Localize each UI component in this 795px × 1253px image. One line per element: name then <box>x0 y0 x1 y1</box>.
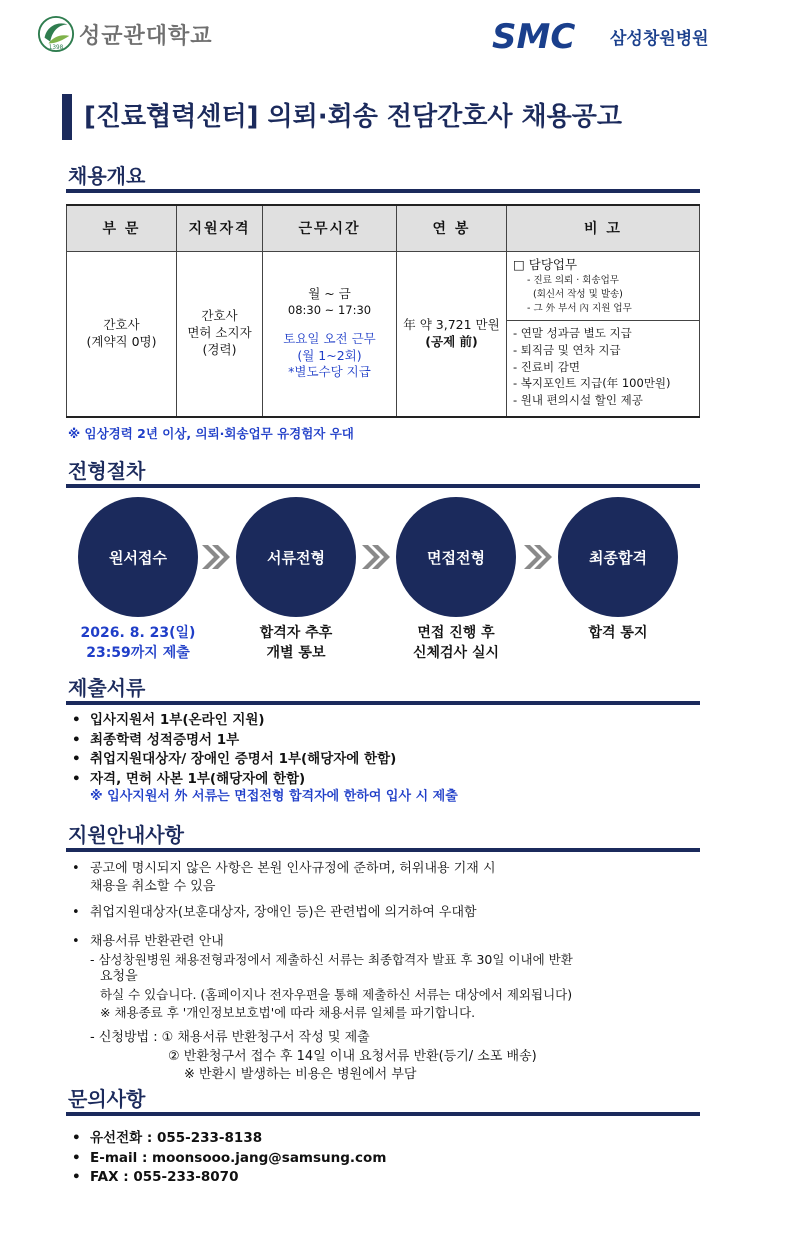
duty-line: - 그 外 부서 內 지원 업무 <box>527 303 632 315</box>
guide-line: • 취업지원대상자(보훈대상자, 장애인 등)은 관련법에 의거하여 우대함 <box>90 905 477 921</box>
process-caption-4 <box>538 624 698 644</box>
contact-fax: • FAX : 055-233-8070 <box>72 1168 386 1188</box>
overview-note: ※ 임상경력 2년 이상, 의뢰·회송업무 유경험자 우대 <box>68 426 354 441</box>
section-divider-documents <box>66 701 700 705</box>
smc-mark-icon <box>490 18 600 54</box>
skku-logo <box>37 12 213 56</box>
cell-hours <box>263 251 397 417</box>
dept-line: (계약직 0명) <box>86 333 157 349</box>
guide-line: 하실 수 있습니다. (홈페이지나 전자우편을 통해 제출하신 서류는 대상에서 제외됩니다) <box>100 987 573 1003</box>
guide-line: 요청을 <box>100 969 138 985</box>
hours-extra-line: 토요일 오전 근무 <box>283 330 376 346</box>
skku-logo-text: 성균관대학교 <box>79 23 213 49</box>
salary-line: 年 약 3,721 만원 <box>403 316 500 332</box>
caption-line: 개별 통보 <box>266 644 326 661</box>
title-accent-bar <box>62 94 72 140</box>
guide-line: ※ 채용종료 후 '개인정보보호법'에 따라 채용서류 일체를 파기합니다. <box>100 1004 476 1020</box>
smc-logo <box>490 16 709 56</box>
list-item: • 입사지원서 1부(온라인 지원) <box>72 711 396 731</box>
salary-line: (공제 前) <box>425 333 478 349</box>
benefit-line: - 진료비 감면 <box>513 359 581 374</box>
section-heading-process: 전형절차 <box>68 459 146 483</box>
documents-note: ※ 입사지원서 外 서류는 면접전형 합격자에 한하여 입사 시 제출 <box>90 789 458 804</box>
contact-list <box>72 1129 386 1188</box>
caption-line: 합격자 추후 <box>259 625 333 641</box>
cell-salary <box>397 251 507 417</box>
benefit-line: - 원내 편의시설 할인 제공 <box>513 393 643 408</box>
section-heading-documents: 제출서류 <box>68 676 146 700</box>
guide-item-2 <box>72 904 672 922</box>
chevron-right-icon <box>522 543 554 571</box>
duty-title: □ 담당업무 <box>513 256 578 272</box>
chevron-right-icon <box>360 543 392 571</box>
documents-list <box>72 711 396 789</box>
section-divider-contact <box>66 1112 700 1116</box>
process-step-3: 면접전형 <box>396 497 516 617</box>
column-header: 비 고 <box>507 205 700 251</box>
list-item: • 자격, 면허 사본 1부(해당자에 한함) <box>72 770 396 790</box>
duty-block <box>507 252 699 321</box>
list-item: • 취업지원대상자/ 장애인 증명서 1부(해당자에 한함) <box>72 750 396 770</box>
caption-line: 신체검사 실시 <box>412 644 500 661</box>
process-step-4: 최종합격 <box>558 497 678 617</box>
contact-email[interactable]: • E-mail : moonsooo.jang@samsung.com <box>72 1149 386 1169</box>
qualification-line: 면허 소지자 <box>187 325 252 341</box>
table-row <box>67 251 700 417</box>
process-caption-2 <box>216 624 376 663</box>
cell-qualification <box>177 251 263 417</box>
chevron-right-icon <box>200 543 232 571</box>
caption-line: 23:59까지 제출 <box>86 644 190 661</box>
qualification-line: (경력) <box>202 342 237 358</box>
skku-emblem-icon <box>37 15 75 53</box>
cell-remarks <box>507 251 700 417</box>
smc-logo-text: 삼성창원병원 <box>610 28 709 49</box>
guide-item-3 <box>72 933 672 1084</box>
guide-block <box>72 860 672 1084</box>
caption-line: 2026. 8. 23(일) <box>80 625 196 641</box>
benefits-block <box>507 320 699 412</box>
benefit-line: - 복지포인트 지급(年 100만원) <box>513 376 671 391</box>
column-header: 근무시간 <box>263 205 397 251</box>
process-step-1: 원서접수 <box>78 497 198 617</box>
list-item: • 최종학력 성적증명서 1부 <box>72 731 396 751</box>
section-heading-guide: 지원안내사항 <box>68 823 184 847</box>
benefit-line: - 퇴직금 및 연차 지급 <box>513 343 621 358</box>
column-header: 부 문 <box>67 205 177 251</box>
hours-extra-line: (월 1~2회) <box>297 347 362 363</box>
method-row <box>90 1029 672 1047</box>
method-step-2: ② 반환청구서 접수 후 14일 이내 요청서류 반환(등기/ 소포 배송) <box>168 1048 537 1064</box>
duty-line: - 진료 의뢰 · 회송업무 <box>527 274 619 286</box>
contact-phone: • 유선전화 : 055-233-8138 <box>72 1129 386 1149</box>
dept-line: 간호사 <box>103 316 140 332</box>
section-divider-process <box>66 484 700 488</box>
section-divider-guide <box>66 848 700 852</box>
hours-line: 08:30 ~ 17:30 <box>287 303 372 318</box>
caption-line: 면접 진행 후 <box>417 625 495 641</box>
table-header-row <box>67 205 700 251</box>
guide-line: • 채용서류 반환관련 안내 <box>90 933 224 949</box>
guide-line: 채용을 취소할 수 있음 <box>90 879 216 895</box>
caption-line: 합격 통지 <box>588 625 648 641</box>
column-header: 지원자격 <box>177 205 263 251</box>
section-heading-overview: 채용개요 <box>68 164 146 188</box>
skku-badge-text: 1398 <box>48 45 64 52</box>
qualification-line: 간호사 <box>201 308 238 324</box>
process-step-2: 서류전형 <box>236 497 356 617</box>
overview-table <box>66 204 700 418</box>
duty-line: (회신서 작성 및 발송) <box>533 288 623 300</box>
method-step-1: ① 채용서류 반환청구서 작성 및 제출 <box>161 1030 370 1046</box>
method-label: - 신청방법 : <box>90 1030 158 1046</box>
guide-line: • 공고에 명시되지 않은 사항은 본원 인사규정에 준하며, 허위내용 기재 시 <box>90 861 496 876</box>
section-divider-overview <box>66 189 700 193</box>
process-caption-1 <box>58 624 218 663</box>
process-caption-3 <box>376 624 536 663</box>
smc-mark-text: SMC <box>492 18 576 54</box>
guide-item-1 <box>72 860 672 896</box>
page-title: [진료협력센터] 의뢰·회송 전담간호사 채용공고 <box>84 102 623 132</box>
hours-line: 월 ~ 금 <box>308 286 351 302</box>
benefit-line: - 연말 성과금 별도 지급 <box>513 326 632 341</box>
guide-line: - 삼성창원병원 채용전형과정에서 제출하신 서류는 최종합격자 발표 후 30일 이내에 반환 <box>90 951 573 967</box>
method-step-3: ※ 반환시 발생하는 비용은 병원에서 부담 <box>184 1066 417 1082</box>
section-heading-contact: 문의사항 <box>68 1087 146 1111</box>
hours-extra-line: *별도수당 지급 <box>288 364 371 380</box>
column-header: 연 봉 <box>397 205 507 251</box>
cell-dept <box>67 251 177 417</box>
